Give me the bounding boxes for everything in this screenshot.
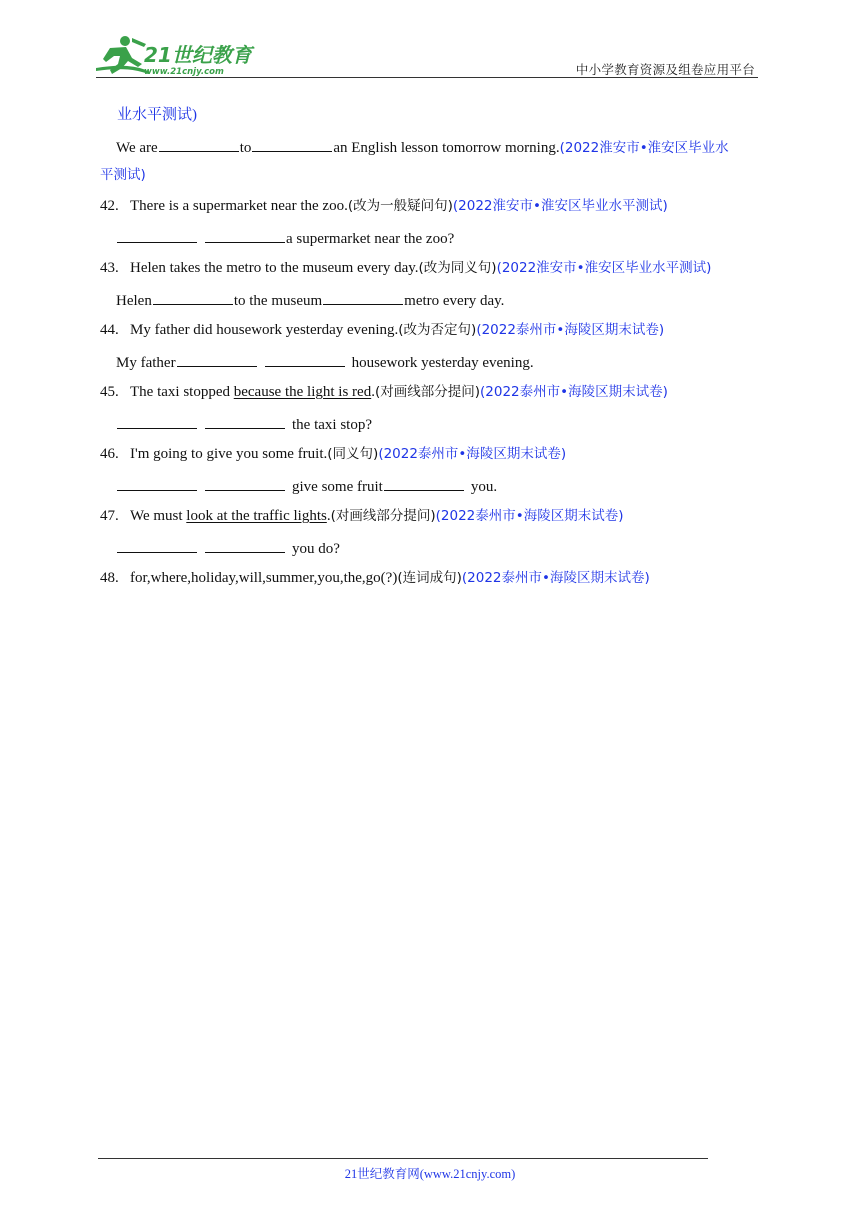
question-46 <box>100 445 566 463</box>
footer-text: 21世纪教育网(www.21cnjy.com) <box>344 1167 516 1181</box>
header-platform-text: 中小学教育资源及组卷应用平台 <box>575 62 755 77</box>
question-number: 42. <box>100 198 119 214</box>
question-source: (2022泰州市•海陵区期末试卷) <box>476 322 665 338</box>
question-number: 43. <box>100 260 119 276</box>
intro-source-continued: 平测试) <box>100 167 146 183</box>
answer-blank[interactable] <box>117 476 197 491</box>
answer-text: you do? <box>292 541 340 557</box>
question-source: (2022泰州市•海陵区期末试卷) <box>480 384 668 400</box>
intro-text-c: an English lesson tomorrow morning. <box>333 140 560 156</box>
header-divider <box>96 77 758 78</box>
answer-blank[interactable] <box>205 228 285 243</box>
answer-42 <box>116 228 454 248</box>
question-instruction: (连词成句) <box>397 570 462 586</box>
question-48 <box>100 569 650 587</box>
question-number: 44. <box>100 322 119 338</box>
page-header <box>0 0 860 80</box>
answer-46 <box>116 476 497 496</box>
question-instruction: (对画线部分提问) <box>330 508 436 524</box>
intro-source-tail: 业水平测试) <box>117 107 197 123</box>
answer-text: give some fruit <box>292 479 383 495</box>
answer-text: you. <box>470 479 498 495</box>
answer-blank[interactable] <box>265 352 345 367</box>
question-text: There is a supermarket near the zoo. <box>130 198 348 214</box>
question-text: . <box>326 508 331 524</box>
question-text: I'm going to give you some fruit. <box>130 446 328 462</box>
question-source: (2022淮安市•淮安区毕业水平测试) <box>452 198 668 214</box>
answer-blank[interactable] <box>153 290 233 305</box>
question-45 <box>100 383 668 401</box>
answer-blank[interactable] <box>205 538 285 553</box>
answer-text: Helen <box>116 293 152 309</box>
answer-43 <box>116 290 504 310</box>
answer-blank[interactable] <box>384 476 464 491</box>
svg-text:21世纪教育: 21世纪教育 <box>144 43 252 67</box>
question-instruction: (同义句) <box>327 446 379 462</box>
question-source: (2022泰州市•海陵区期末试卷) <box>461 570 650 586</box>
svg-text:www.21cnjy.com: www.21cnjy.com <box>144 67 224 76</box>
question-number: 45. <box>100 384 119 400</box>
site-logo <box>92 34 262 76</box>
answer-blank[interactable] <box>117 538 197 553</box>
answer-blank[interactable] <box>117 414 197 429</box>
underlined-phrase: look at the traffic lights <box>186 508 327 524</box>
answer-blank[interactable] <box>177 352 257 367</box>
answer-blank[interactable] <box>205 414 285 429</box>
intro-text-a: We are <box>116 140 158 156</box>
answer-text: to the museum <box>233 293 323 309</box>
answer-text: a supermarket near the zoo? <box>286 231 455 247</box>
answer-45 <box>116 414 372 434</box>
question-47 <box>100 507 623 525</box>
question-44 <box>100 321 664 339</box>
answer-blank[interactable] <box>117 228 197 243</box>
question-text: Helen takes the metro to the museum every day. <box>130 260 419 276</box>
answer-text: My father <box>116 355 176 371</box>
answer-blank[interactable] <box>205 476 285 491</box>
question-source: (2022泰州市•海陵区期末试卷) <box>378 446 567 462</box>
question-text: We must <box>130 508 187 524</box>
intro-source: (2022淮安市•淮安区毕业水 <box>559 140 729 156</box>
question-source: (2022淮安市•淮安区毕业水平测试) <box>496 260 712 276</box>
question-instruction: (对画线部分提问) <box>374 384 480 400</box>
answer-text: metro every day. <box>404 293 505 309</box>
question-instruction: (改为同义句) <box>418 260 497 276</box>
answer-blank[interactable] <box>252 137 332 152</box>
question-42 <box>100 197 668 215</box>
answer-44 <box>116 352 534 372</box>
intro-text-b: to <box>239 140 252 156</box>
question-number: 48. <box>100 570 119 586</box>
underlined-phrase: because the light is red <box>233 384 372 400</box>
answer-text: housework yesterday evening. <box>351 355 534 371</box>
question-number: 47. <box>100 508 119 524</box>
question-43 <box>100 259 711 277</box>
answer-blank[interactable] <box>323 290 403 305</box>
footer-divider <box>98 1158 708 1159</box>
question-instruction: (改为一般疑问句) <box>347 198 453 214</box>
question-text: . <box>371 384 375 400</box>
question-text: for,where,holiday,will,summer,you,the,go(?) <box>130 570 398 586</box>
answer-47 <box>116 538 340 558</box>
answer-text: the taxi stop? <box>292 417 372 433</box>
question-text: The taxi stopped <box>130 384 234 400</box>
answer-blank[interactable] <box>159 137 239 152</box>
question-instruction: (改为否定句) <box>398 322 477 338</box>
question-number: 46. <box>100 446 119 462</box>
intro-sentence <box>116 137 729 157</box>
question-text: My father did housework yesterday evening. <box>130 322 399 338</box>
question-source: (2022泰州市•海陵区期末试卷) <box>435 508 624 524</box>
